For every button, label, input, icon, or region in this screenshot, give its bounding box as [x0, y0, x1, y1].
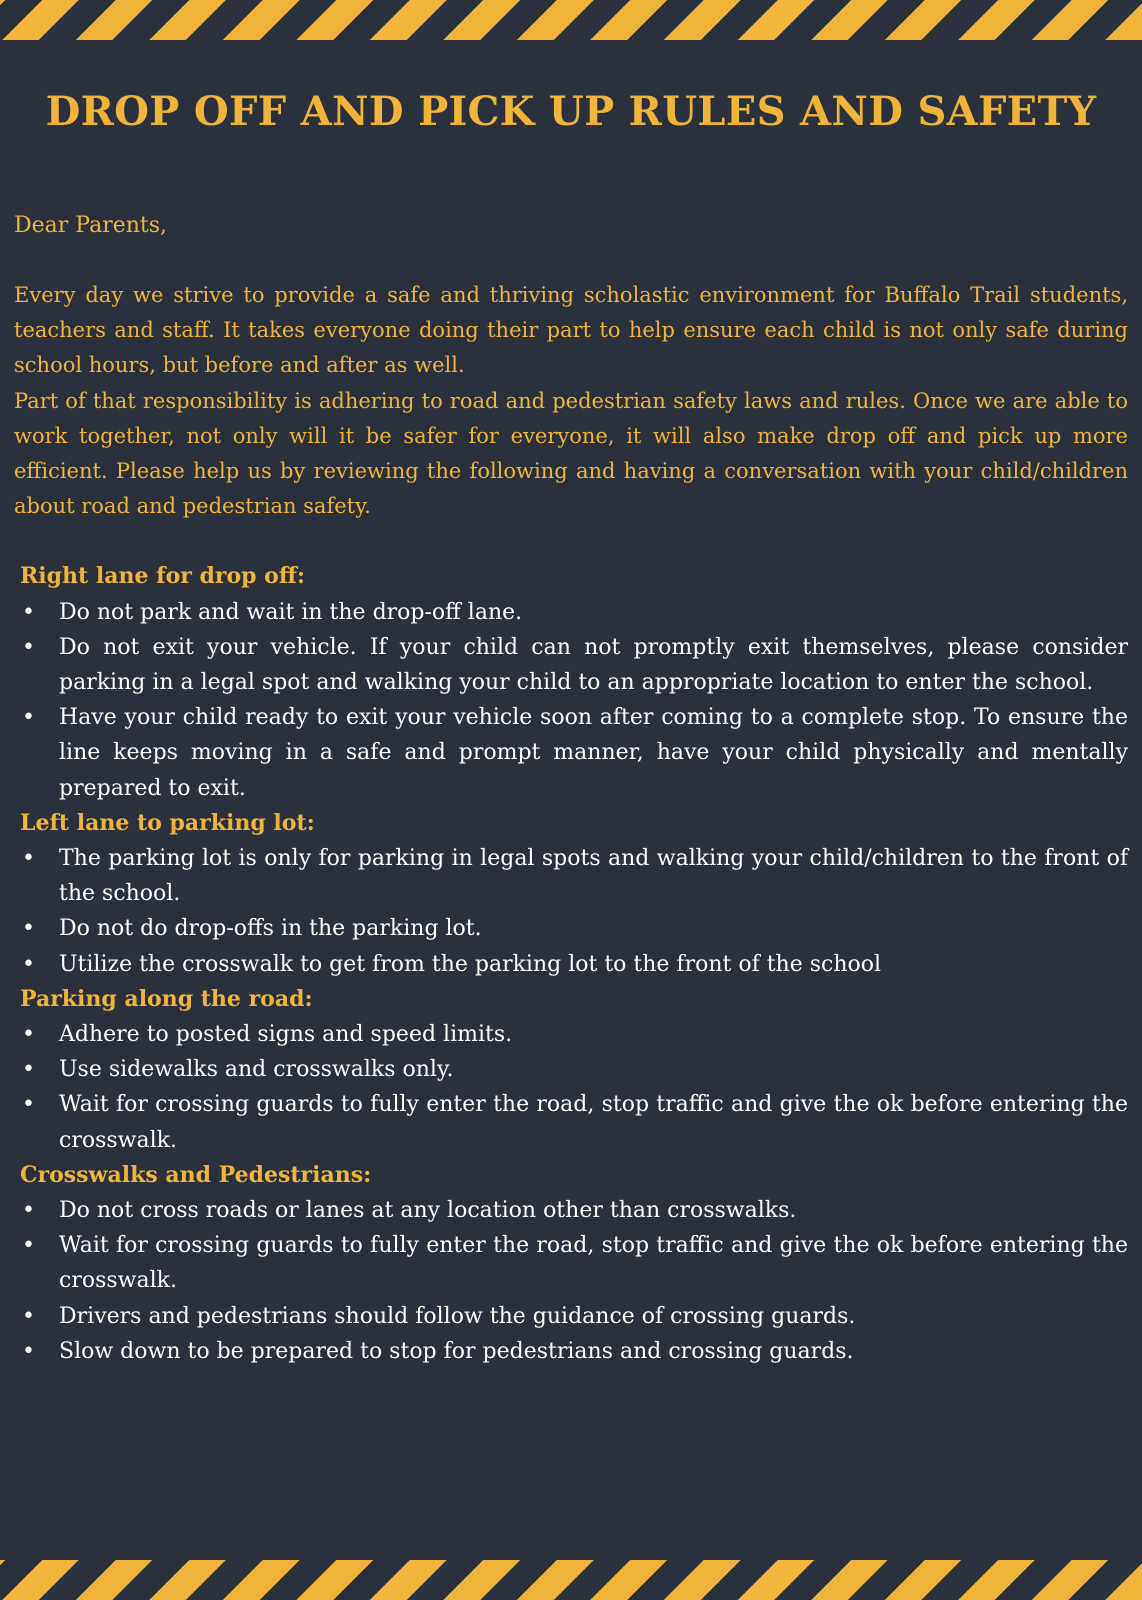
rule-text: Drivers and pedestrians should follow the guidance of crossing guards.: [59, 1303, 856, 1329]
bullet-icon: •: [22, 1092, 35, 1118]
rule-item: [14, 1052, 1128, 1087]
rule-list: [14, 1193, 1128, 1369]
bullet-icon: •: [22, 705, 35, 731]
rule-text: Adhere to posted signs and speed limits.: [59, 1022, 513, 1048]
rule-text: Use sidewalks and crosswalks only.: [59, 1057, 454, 1083]
intro-paragraph-2: Part of that responsibility is adhering to road and pedestrian safety laws and rules. Once we are able to work together, not only will it be safer for everyone, it will also make drop off and pick up more efficient. Please help us by reviewing the following and having a conversation with your child/children about road and pedestrian safety.: [14, 388, 1128, 519]
section-title: Parking along the road:: [20, 985, 313, 1012]
rule-item: [14, 1017, 1128, 1052]
rule-text: Do not do drop-offs in the parking lot.: [59, 916, 482, 942]
bullet-icon: •: [22, 1233, 35, 1259]
bullet-icon: •: [22, 1198, 35, 1224]
rule-item: [14, 630, 1128, 700]
spacer: [14, 524, 1128, 559]
bullet-icon: •: [22, 1303, 35, 1329]
rule-item: [14, 1228, 1128, 1298]
rule-text: Slow down to be prepared to stop for pedestrians and crossing guards.: [59, 1338, 854, 1364]
bullet-icon: •: [22, 634, 35, 660]
rule-item: [14, 1299, 1128, 1334]
bullet-icon: •: [22, 916, 35, 942]
letter-body: [14, 208, 1128, 1369]
rule-text: The parking lot is only for parking in legal spots and walking your child/children to the front of the school.: [59, 846, 1128, 907]
rule-item: [14, 911, 1128, 946]
section-title: Right lane for drop off:: [20, 563, 306, 590]
rule-text: Wait for crossing guards to fully enter the road, stop traffic and give the ok before entering the crosswalk.: [59, 1092, 1128, 1153]
section-title: Crosswalks and Pedestrians:: [20, 1161, 372, 1188]
rule-item: [14, 1193, 1128, 1228]
hazard-stripe-top: [0, 0, 1142, 40]
section-title: Left lane to parking lot:: [20, 809, 315, 836]
rule-text: Do not cross roads or lanes at any location other than crosswalks.: [59, 1198, 797, 1224]
rule-list: [14, 1017, 1128, 1158]
rule-item: [14, 947, 1128, 982]
rule-text: Utilize the crosswalk to get from the parking lot to the front of the school: [59, 951, 882, 977]
rule-item: [14, 700, 1128, 806]
rule-list: [14, 595, 1128, 806]
intro-paragraph-1: Every day we strive to provide a safe and thriving scholastic environment for Buffalo Trail students, teachers and staff. It takes everyone doing their part to help ensure each child is not only safe during school hours, but before and after as well.: [14, 283, 1128, 378]
section-crosswalks: [14, 1158, 1128, 1369]
rule-text: Do not park and wait in the drop-off lane.: [59, 599, 523, 625]
greeting: Dear Parents,: [14, 213, 168, 238]
rule-item: [14, 595, 1128, 630]
bullet-icon: •: [22, 846, 35, 872]
bullet-icon: •: [22, 1022, 35, 1048]
bullet-icon: •: [22, 1338, 35, 1364]
rule-item: [14, 841, 1128, 911]
rule-text: Have your child ready to exit your vehicle soon after coming to a complete stop. To ensure the line keeps moving in a safe and prompt manner, have your child physically and mentally prepared to exit.: [59, 705, 1128, 801]
rule-list: [14, 841, 1128, 982]
bullet-icon: •: [22, 951, 35, 977]
bullet-icon: •: [22, 1057, 35, 1083]
section-right-lane: [14, 559, 1128, 805]
section-left-lane: [14, 806, 1128, 982]
page-title: DROP OFF AND PICK UP RULES AND SAFETY: [45, 88, 1097, 135]
section-parking-road: [14, 982, 1128, 1158]
rule-item: [14, 1087, 1128, 1157]
rule-text: Do not exit your vehicle. If your child can not promptly exit themselves, please consider parking in a legal spot and walking your child to an appropriate location to enter the school.: [59, 634, 1128, 696]
rule-item: [14, 1334, 1128, 1369]
rule-text: Wait for crossing guards to fully enter the road, stop traffic and give the ok before entering the crosswalk.: [59, 1233, 1128, 1294]
hazard-stripe-bottom: [0, 1560, 1142, 1600]
bullet-icon: •: [22, 599, 35, 625]
